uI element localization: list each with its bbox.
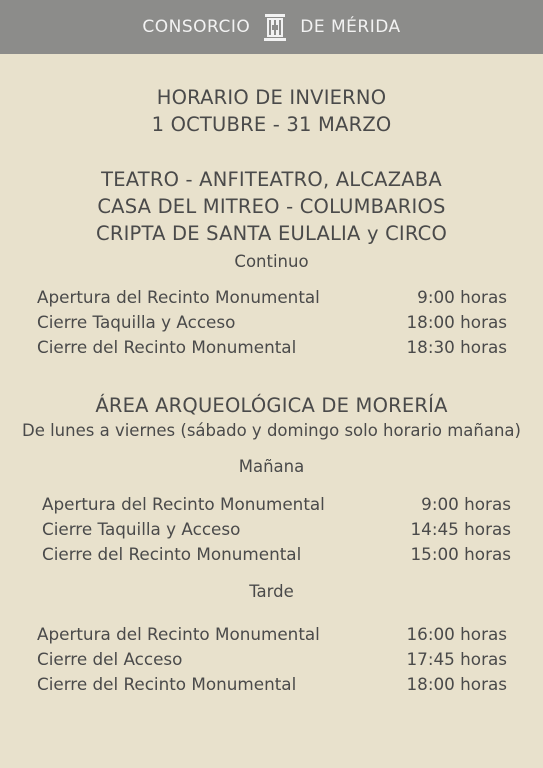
row-time: 9:00 horas	[417, 287, 507, 307]
row-label: Cierre del Recinto Monumental	[37, 674, 297, 694]
section1-mode: Continuo	[234, 252, 309, 271]
row-time: 17:45 horas	[406, 649, 507, 669]
section1-title-line-1: TEATRO - ANFITEATRO, ALCAZABA	[101, 168, 442, 191]
header-right-text: DE MÉRIDA	[300, 17, 401, 37]
row-time: 15:00 horas	[410, 544, 511, 564]
section2-title: ÁREA ARQUEOLÓGICA DE MORERÍA	[95, 394, 448, 417]
row-time: 18:30 horas	[406, 337, 507, 357]
monument-crest-icon	[262, 12, 288, 42]
row-label: Cierre del Recinto Monumental	[42, 544, 302, 564]
row-label: Cierre del Acceso	[37, 649, 183, 669]
row-label: Cierre Taquilla y Acceso	[37, 312, 236, 332]
morning-label: Mañana	[238, 457, 305, 476]
row-time: 14:45 horas	[410, 519, 511, 539]
row-time: 16:00 horas	[406, 624, 507, 644]
row-label: Cierre Taquilla y Acceso	[42, 519, 241, 539]
section2-note: De lunes a viernes (sábado y domingo solo horario mañana)	[22, 421, 521, 440]
row-label: Apertura del Recinto Monumental	[42, 494, 325, 514]
season-dates: 1 OCTUBRE - 31 MARZO	[151, 113, 392, 136]
row-time: 18:00 horas	[406, 674, 507, 694]
row-time: 18:00 horas	[406, 312, 507, 332]
row-time: 9:00 horas	[421, 494, 511, 514]
header-left-text: CONSORCIO	[142, 17, 251, 37]
season-title: HORARIO DE INVIERNO	[156, 86, 387, 109]
row-label: Apertura del Recinto Monumental	[37, 624, 320, 644]
section1-title-line-2: CASA DEL MITREO - COLUMBARIOS	[97, 195, 446, 218]
header-bar	[0, 0, 543, 54]
section1-title-line-3: CRIPTA DE SANTA EULALIA y CIRCO	[96, 222, 447, 245]
row-label: Cierre del Recinto Monumental	[37, 337, 297, 357]
row-label: Apertura del Recinto Monumental	[37, 287, 320, 307]
afternoon-label: Tarde	[249, 582, 294, 601]
